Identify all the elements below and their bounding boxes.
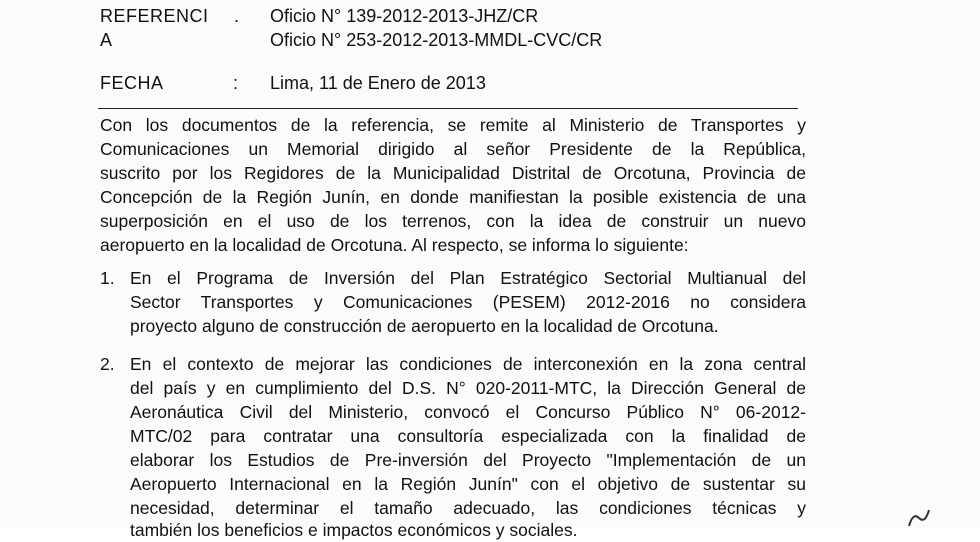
item-line: En el Programa de Inversión del Plan Estratégico Sectorial Multianual del	[130, 268, 806, 288]
item-line: Aeronáutica Civil del Ministerio, convocó el Concurso Público N° 06-2012-	[130, 402, 806, 422]
intro-line: Comunicaciones un Memorial dirigido al señor Presidente de la República,	[100, 139, 806, 159]
intro-line: Con los documentos de la referencia, se remite al Ministerio de Transportes y	[100, 115, 806, 135]
item-number: 1.	[100, 268, 115, 288]
item-line: Sector Transportes y Comunicaciones (PESEM) 2012-2016 no considera	[130, 292, 806, 312]
item-line: proyecto alguno de construcción de aeropuerto en la localidad de Orcotuna.	[130, 316, 719, 336]
referencia-value-1: Oficio N° 139-2012-2013-JHZ/CR	[270, 6, 539, 26]
intro-line: superposición en el uso de los terrenos, con la idea de construir un nuevo	[100, 211, 806, 231]
item-line: MTC/02 para contratar una consultoría especializada con la finalidad de	[130, 426, 806, 446]
referencia-colon: .	[234, 6, 240, 26]
header-divider	[98, 108, 798, 109]
referencia-value-2: Oficio N° 253-2012-2013-MMDL-CVC/CR	[270, 30, 603, 50]
item-line: del país y en cumplimiento del D.S. N° 020-2011-MTC, la Dirección General de	[130, 378, 806, 398]
item-line: elaborar los Estudios de Pre-inversión del Proyecto "Implementación de un	[130, 450, 806, 470]
intro-line: suscrito por los Regidores de la Municipalidad Distrital de Orcotuna, Provincia de	[100, 163, 806, 183]
intro-line: aeropuerto en la localidad de Orcotuna. Al respecto, se informa lo siguiente:	[100, 235, 689, 255]
item-line: En el contexto de mejorar las condiciones de interconexión en la zona central	[130, 354, 806, 374]
item-number: 2.	[100, 354, 115, 374]
fecha-colon: :	[233, 73, 239, 93]
fecha-label: FECHA	[100, 73, 164, 93]
referencia-label-line2: A	[100, 30, 113, 50]
intro-line: Concepción de la Región Junín, en donde manifiestan la posible existencia de una	[100, 187, 806, 207]
item-line: necesidad, determinar el tamaño adecuado, las condiciones técnicas y	[130, 498, 806, 518]
fecha-value: Lima, 11 de Enero de 2013	[270, 73, 486, 93]
item-line: también los beneficios e impactos económicos y sociales.	[130, 520, 578, 540]
referencia-label-line1: REFERENCI	[100, 6, 209, 26]
handwritten-mark-icon	[905, 508, 933, 528]
item-line: Aeropuerto Internacional en la Región Junín" con el objetivo de sustentar su	[130, 474, 806, 494]
